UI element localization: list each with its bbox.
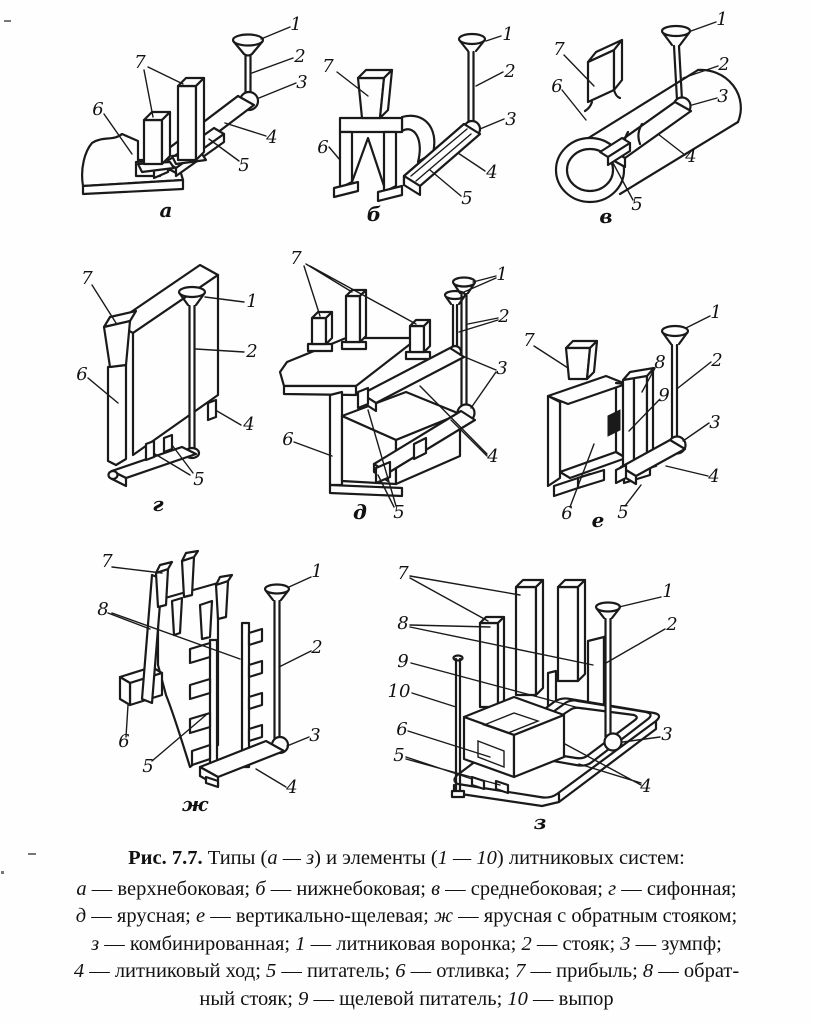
caption-segment: — литниковая воронка; <box>305 932 522 955</box>
sprue-funnel <box>445 278 475 411</box>
callout-9: 9 <box>658 385 670 406</box>
figure-v <box>530 10 800 235</box>
caption-line-2 <box>0 903 813 931</box>
caption-segment: 1 <box>295 932 306 955</box>
caption-segment: ж <box>433 905 454 927</box>
caption-segment: д <box>75 905 87 927</box>
figure-v-drawing <box>530 10 800 235</box>
callout-5: 5 <box>142 756 154 777</box>
print-artifact <box>4 20 11 22</box>
caption-segment: — сифонная; <box>616 877 737 900</box>
figure-zh <box>70 545 355 830</box>
figure-a <box>60 10 320 225</box>
caption-segment: — выпор <box>527 987 614 1010</box>
callout-2: 2 <box>294 46 306 67</box>
callout-2: 2 <box>718 54 730 75</box>
callout-6: 6 <box>317 137 329 158</box>
caption-segment: — верхнебоковая; <box>86 877 256 900</box>
figure-d-drawing <box>268 240 533 530</box>
caption-segment: ) и элементы ( <box>314 847 438 869</box>
caption-segment: а <box>76 877 87 900</box>
callout-5: 5 <box>393 502 405 523</box>
callout-6: 6 <box>92 99 104 120</box>
figure-a-drawing <box>60 10 320 225</box>
callout-7: 7 <box>523 330 535 351</box>
caption-segment: з <box>91 932 100 955</box>
caption-segment: ный стояк; <box>199 987 299 1010</box>
callout-7: 7 <box>322 56 334 77</box>
caption-segment: — щелевой питатель; <box>308 987 508 1010</box>
caption-segment: — вертикально-щелевая; <box>205 905 434 927</box>
caption-line-1 <box>0 876 813 904</box>
callout-1: 1 <box>716 9 728 30</box>
caption-line-5 <box>0 986 813 1014</box>
figure-e <box>520 280 782 540</box>
callout-9: 9 <box>397 651 409 672</box>
callout-10: 10 <box>387 681 411 702</box>
caption-segment: 6 <box>395 960 406 982</box>
callout-8: 8 <box>397 613 409 634</box>
callout-7: 7 <box>290 248 302 269</box>
caption-segment: — отливка; <box>405 960 516 982</box>
callout-2: 2 <box>666 614 678 635</box>
caption-segment: а — з <box>267 847 315 869</box>
zumpf-shape <box>605 734 622 751</box>
riser-shape <box>566 341 597 379</box>
figure-letter-a: а <box>159 198 173 222</box>
callout-1: 1 <box>662 581 674 602</box>
callout-3: 3 <box>296 72 308 93</box>
callout-4: 4 <box>286 777 298 798</box>
callout-1: 1 <box>710 302 722 323</box>
callout-2: 2 <box>246 341 258 362</box>
callout-6: 6 <box>551 76 563 97</box>
callout-3: 3 <box>496 358 508 379</box>
caption-segment: — зумпф; <box>630 932 722 955</box>
figure-letter-b: б <box>366 202 382 226</box>
callout-2: 2 <box>504 61 516 82</box>
figure-b <box>310 10 530 225</box>
caption-segment: — ярусная с обратным стояком; <box>453 905 738 927</box>
callout-6: 6 <box>282 429 294 450</box>
figure-letter-zh: ж <box>181 792 209 816</box>
callout-1: 1 <box>502 24 514 45</box>
riser-shape <box>358 70 392 118</box>
figure-b-drawing <box>310 10 530 225</box>
callout-6: 6 <box>396 719 408 740</box>
sprue-funnel <box>459 34 485 124</box>
caption-segment: — комбинированная; <box>99 932 296 955</box>
callout-7: 7 <box>553 39 565 60</box>
callout-8: 8 <box>97 599 109 620</box>
callout-7: 7 <box>81 268 93 289</box>
riser-shape <box>585 40 622 111</box>
callout-3: 3 <box>709 412 721 433</box>
figure-letter-v: в <box>599 204 613 228</box>
caption-segment: в <box>431 877 441 900</box>
caption-segment: г <box>608 877 617 900</box>
caption-segment: б <box>255 877 266 900</box>
caption-segment: — обрат- <box>653 960 740 982</box>
callout-4: 4 <box>685 146 697 167</box>
figure-letter-e: е <box>591 508 605 532</box>
callout-8: 8 <box>654 352 666 373</box>
caption-segment: — нижнебоковая; <box>265 877 432 900</box>
callout-6: 6 <box>561 503 573 524</box>
caption-segment: 7 <box>515 960 526 982</box>
caption-segment: 2 <box>521 932 532 955</box>
caption-segment: — литниковый ход; <box>84 960 267 982</box>
figure-d <box>268 240 533 530</box>
callout-4: 4 <box>487 446 499 467</box>
caption-segment: — ярусная; <box>86 905 196 927</box>
callout-1: 1 <box>246 291 258 312</box>
callout-2: 2 <box>311 637 323 658</box>
figure-z-drawing <box>380 545 705 835</box>
caption-segment: ) литниковых систем: <box>496 847 685 869</box>
callout-5: 5 <box>393 745 405 766</box>
caption-segment: Типы ( <box>202 847 268 869</box>
caption-segment: — прибыль; <box>525 960 643 982</box>
callout-1: 1 <box>311 561 323 582</box>
callout-4: 4 <box>243 414 255 435</box>
slot-feeder-shape <box>623 377 634 470</box>
callout-3: 3 <box>505 109 517 130</box>
caption-line-3 <box>0 931 813 959</box>
riser-shape <box>104 311 136 367</box>
callout-4: 4 <box>640 776 652 797</box>
callout-3: 3 <box>309 725 321 746</box>
figure-zh-drawing <box>70 545 355 830</box>
caption-line-4 <box>0 958 813 986</box>
caption-segment: 8 <box>642 960 654 982</box>
callout-5: 5 <box>461 188 473 209</box>
callout-3: 3 <box>661 724 673 745</box>
caption-segment: 5 <box>266 960 277 982</box>
figure-z <box>380 545 705 835</box>
caption-segment: Рис. 7.7. <box>128 847 203 869</box>
figure-letter-d: д <box>353 500 367 524</box>
caption-segment: 1 — 10 <box>437 847 497 869</box>
callout-5: 5 <box>617 502 629 523</box>
callout-7: 7 <box>134 52 146 73</box>
callout-5: 5 <box>238 155 250 176</box>
callout-1: 1 <box>290 14 302 35</box>
callout-4: 4 <box>486 162 498 183</box>
figure-caption <box>0 845 813 1013</box>
casting-shape <box>548 376 626 496</box>
figure-e-drawing <box>520 280 782 540</box>
caption-segment: — среднебоковая; <box>440 877 609 900</box>
callout-6: 6 <box>76 364 88 385</box>
callout-5: 5 <box>193 469 205 490</box>
callout-2: 2 <box>711 350 723 371</box>
callout-5: 5 <box>631 194 643 215</box>
figure-letter-z: з <box>533 810 547 834</box>
caption-segment: 9 <box>298 987 309 1010</box>
callout-6: 6 <box>118 731 130 752</box>
figure-letter-g: г <box>152 492 164 516</box>
callout-2: 2 <box>498 306 510 327</box>
caption-title <box>0 845 813 873</box>
caption-segment: — питатель; <box>276 960 396 982</box>
sprue-funnel <box>233 35 263 95</box>
caption-segment: 4 <box>73 960 85 982</box>
callout-4: 4 <box>266 127 278 148</box>
caption-segment: 10 <box>507 987 528 1010</box>
callout-3: 3 <box>717 86 729 107</box>
caption-segment: — стояк; <box>531 932 621 955</box>
caption-segment: е <box>195 905 206 927</box>
callout-1: 1 <box>496 264 508 285</box>
callout-7: 7 <box>101 551 113 572</box>
sprue-funnel <box>265 585 289 742</box>
callout-7: 7 <box>397 563 409 584</box>
caption-segment: 3 <box>620 932 631 955</box>
callout-4: 4 <box>708 466 720 487</box>
